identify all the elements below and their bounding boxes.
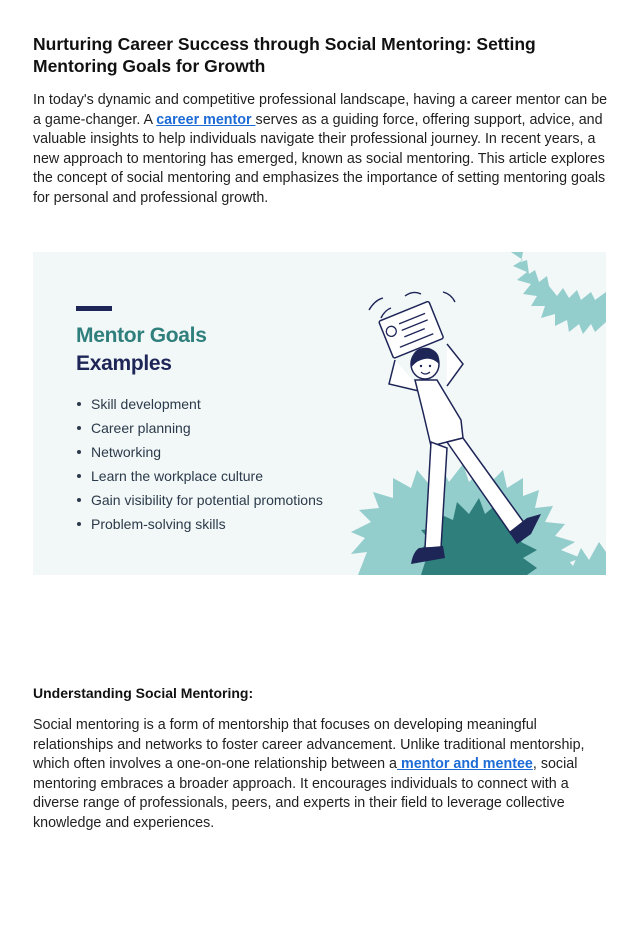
goal-item: Networking <box>76 440 323 464</box>
goal-item: Skill development <box>76 392 323 416</box>
top-right-zigzag-shape <box>511 252 606 334</box>
section-paragraph <box>33 716 608 833</box>
section-heading: Understanding Social Mentoring: <box>33 685 254 701</box>
mentor-and-mentee-link[interactable]: mentor and mentee <box>397 756 533 772</box>
goal-item: Learn the workplace culture <box>76 464 323 488</box>
goal-item: Career planning <box>76 416 323 440</box>
intro-text-after-link: serves as a guiding force, offering support, advice, and valuable insights to help individuals navigate their professional journey. In recent years, a new approach to mentoring has emerged, known as social mentoring. This article explores the concept of social mentoring and emphasizes the importance of setting mentoring goals for personal and professional growth. <box>33 111 606 206</box>
intro-paragraph <box>33 91 608 208</box>
section-text-after-link: , social mentoring embraces a broader approach. It encourages individuals to connect with a diverse range of professionals, peers, and experts in their field to leverage collective knowledge and experiences. <box>33 756 578 831</box>
banner-title-line1: Mentor Goals <box>76 324 207 347</box>
person-head <box>411 348 439 379</box>
article-title: Nurturing Career Success through Social Mentoring: Setting Mentoring Goals for Growth <box>33 34 536 76</box>
section-text-before-link: Social mentoring is a form of mentorship that focuses on developing meaningful relationships and networks to foster career advancement. Unlike traditional mentorship, which often involves a one-on-one relationship between a <box>33 717 585 772</box>
mentor-goals-banner <box>33 252 606 575</box>
goal-item: Problem-solving skills <box>76 512 323 536</box>
goal-item: Gain visibility for potential promotions <box>76 488 323 512</box>
intro-text-before-link: In today's dynamic and competitive professional landscape, having a career mentor can be a game-changer. A <box>33 92 608 128</box>
person-holding-certificate-illustration <box>33 252 606 575</box>
career-mentor-link[interactable]: career mentor <box>156 111 256 128</box>
banner-title-line2: Examples <box>76 352 172 375</box>
person-torso <box>415 380 463 446</box>
